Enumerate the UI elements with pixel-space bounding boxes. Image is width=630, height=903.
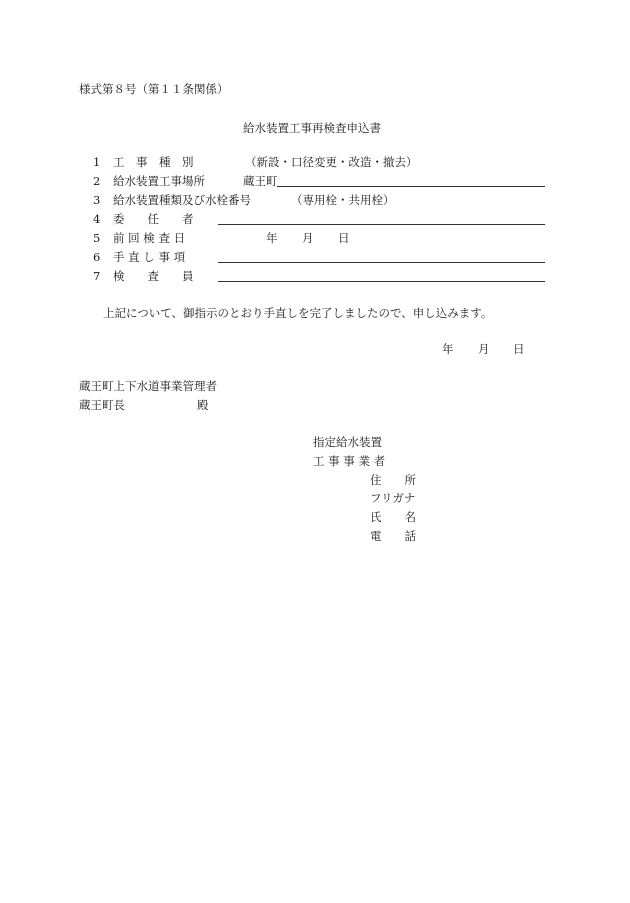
applicant-heading-2: 工 事 事 業 者 (313, 454, 386, 468)
form-id: 様式第８号（第１１条関係） (79, 82, 229, 96)
item-label-work-location: 給水装置工事場所 (113, 174, 205, 188)
applicant-address-label: 住 所 (370, 473, 416, 487)
item-label-previous-inspection-date: 前 回 検 査 日 (113, 231, 186, 245)
applicant-furigana-label: フリガナ (370, 491, 416, 505)
item-value-device-type: （専用栓・共用栓） (291, 193, 395, 207)
item-number: 7 (93, 269, 101, 283)
delegate-field[interactable] (218, 224, 545, 225)
form-title: 給水装置工事再検査申込書 (243, 121, 381, 135)
correction-items-field[interactable] (218, 262, 545, 263)
date-year: 年 (442, 342, 454, 356)
item-number: 6 (93, 250, 101, 264)
item-label-inspector: 検 査 員 (113, 269, 194, 283)
prev-date-day: 日 (338, 231, 350, 245)
applicant-phone-label: 電 話 (370, 529, 416, 543)
item-number: 5 (93, 231, 101, 245)
date-day: 日 (513, 342, 525, 356)
addressee-title: 蔵王町上下水道事業管理者 (79, 379, 217, 393)
item-number: 3 (93, 193, 101, 207)
item-value-work-location: 蔵王町 (243, 174, 278, 188)
prev-date-month: 月 (302, 231, 314, 245)
item-label-device-type: 給水装置種類及び水栓番号 (113, 193, 251, 207)
prev-date-year: 年 (266, 231, 278, 245)
item-label-delegate: 委 任 者 (113, 212, 194, 226)
item-label-work-type: 工 事 種 別 (113, 155, 194, 169)
addressee-mayor: 蔵王町長 (79, 398, 125, 412)
item-number: 1 (93, 155, 101, 169)
applicant-name-label: 氏 名 (370, 510, 416, 524)
inspector-field[interactable] (218, 281, 545, 282)
item-number: 2 (93, 174, 101, 188)
item-number: 4 (93, 212, 101, 226)
addressee-honorific: 殿 (197, 398, 209, 412)
item-value-work-type: （新設・口径変更・改造・撤去） (245, 155, 418, 169)
body-text: 上記について、御指示のとおり手直しを完了しましたので、申し込みます。 (103, 306, 493, 320)
work-location-field[interactable] (277, 186, 545, 187)
date-month: 月 (478, 342, 490, 356)
item-label-correction-items: 手 直 し 事 項 (113, 250, 186, 264)
applicant-heading-1: 指定給水装置 (313, 435, 382, 449)
